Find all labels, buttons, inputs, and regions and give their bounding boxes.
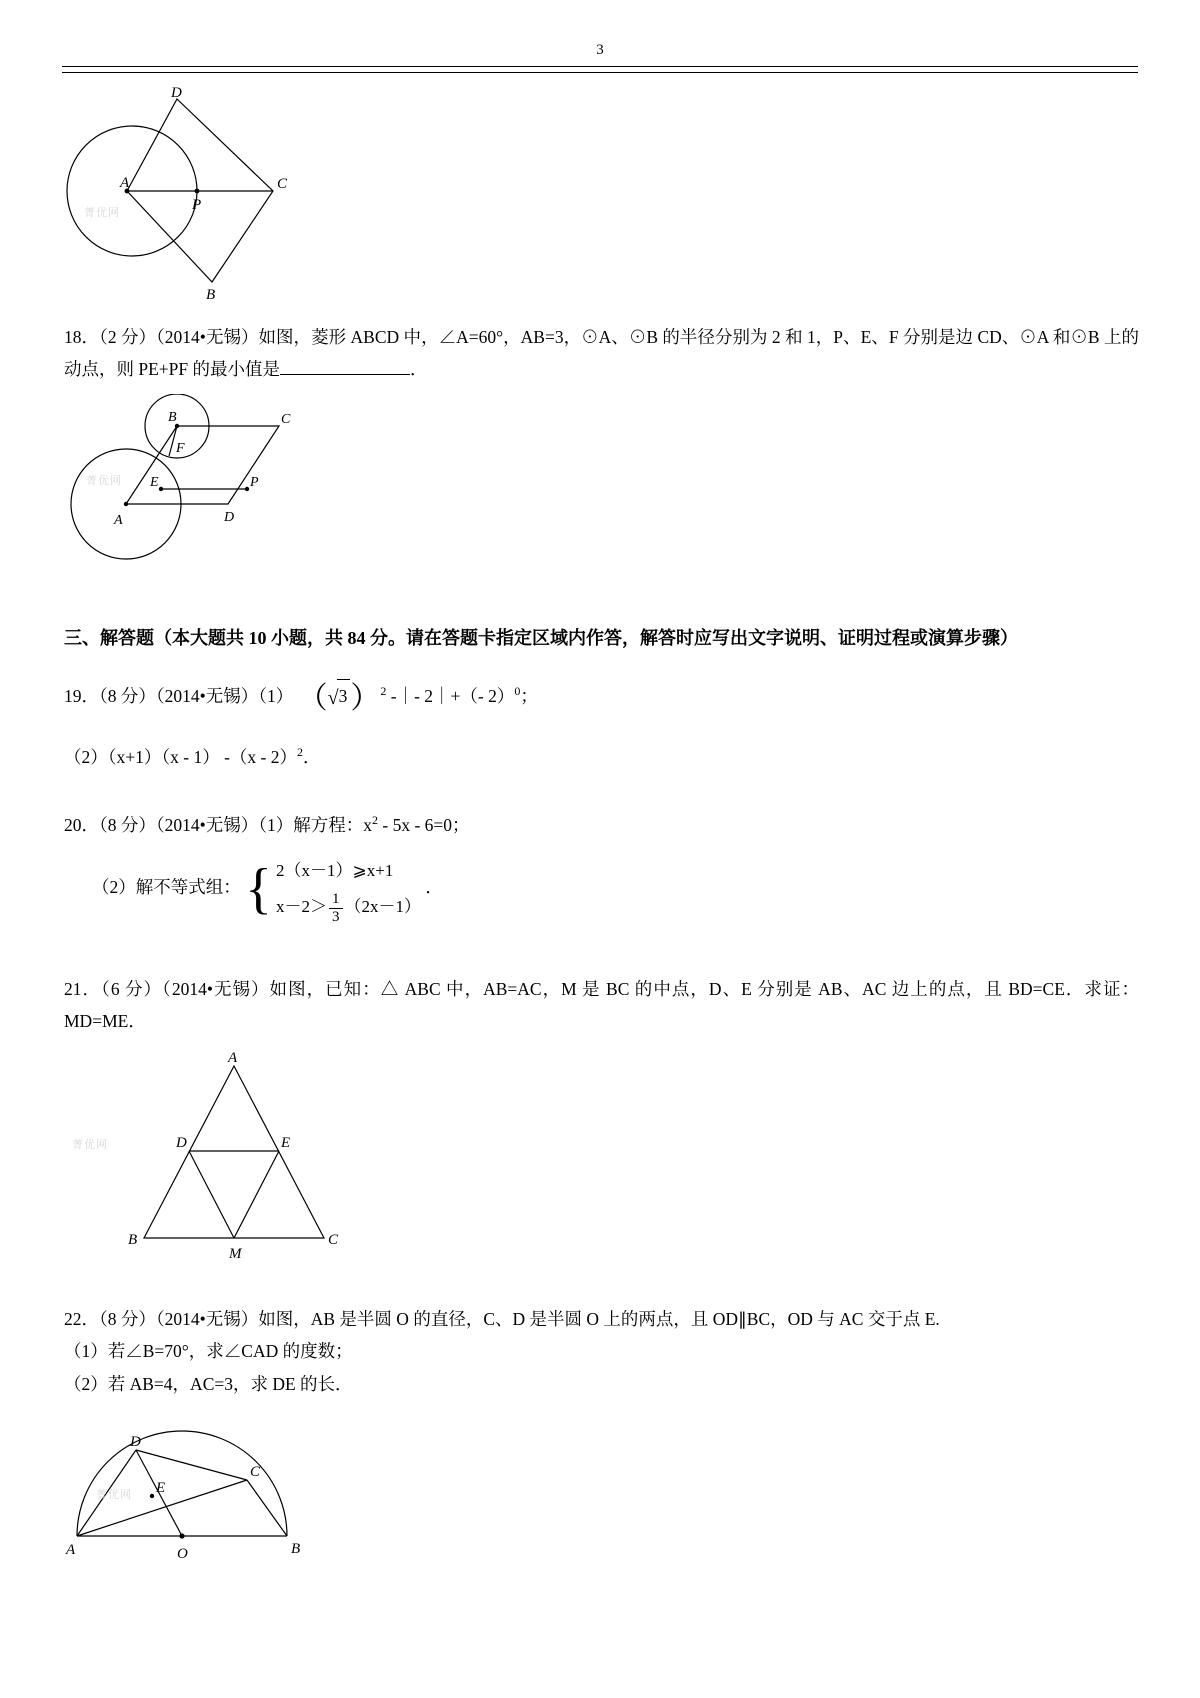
header-rule-bottom	[62, 72, 1138, 73]
question-21-text: 21．（6 分）（2014•无锡）如图，已知：△ ABC 中，AB=AC，M 是 BC 的中点，D、E 分别是 AB、AC 边上的点，且 BD=CE．求证：MD=ME．	[64, 979, 1139, 1032]
fraction-denominator: 3	[332, 908, 340, 925]
system-row-2-pre: x－2＞	[276, 896, 328, 916]
svg-text:D: D	[176, 1134, 187, 1151]
svg-text:F: F	[176, 440, 185, 456]
right-paren: ）	[350, 682, 381, 716]
question-20-lead: 20．（8 分）（2014•无锡）（1）解方程：x	[64, 814, 373, 835]
question-22-line-3: （2）若 AB=4，AC=3，求 DE 的长．	[64, 1373, 353, 1394]
inequality-system	[245, 853, 421, 925]
svg-text:D: D	[171, 85, 182, 101]
question-19-lead: 19．（8 分）（2014•无锡）（1）	[64, 686, 294, 707]
header-rule-top	[62, 66, 1138, 67]
question-20-part2-label: （2）解不等式组：	[92, 877, 241, 898]
system-rows	[276, 853, 421, 925]
question-19-tail: ；	[520, 686, 538, 707]
question-20	[64, 809, 1139, 925]
section-heading-3: 三、解答题（本大题共 10 小题，共 84 分。请在答题卡指定区域内作答，解答时应写出文字说明、证明过程或演算步骤）	[64, 627, 1018, 648]
question-19-part2: （2）（x+1）（x - 1） -（x - 2）	[64, 746, 297, 767]
watermark: 菁优网	[72, 1138, 108, 1151]
svg-text:B: B	[128, 1231, 138, 1248]
figure-17	[64, 84, 1139, 299]
left-paren: （	[297, 682, 328, 716]
svg-text:B: B	[168, 409, 177, 425]
fraction	[329, 891, 343, 925]
svg-text:A: A	[66, 1541, 76, 1558]
figure-22	[64, 1408, 1139, 1568]
question-20-tail: ．	[425, 877, 443, 898]
svg-text:M: M	[229, 1245, 242, 1262]
question-19-part2-tail: ．	[302, 746, 321, 767]
svg-text:C: C	[328, 1231, 339, 1248]
question-21	[64, 973, 1139, 1263]
fraction-numerator: 1	[329, 891, 343, 909]
exponent: 2	[296, 744, 303, 759]
question-19-line-2	[64, 741, 1139, 773]
svg-text:D: D	[130, 1433, 141, 1450]
brace-icon: {	[245, 858, 273, 921]
question-22	[64, 1303, 1139, 1568]
watermark: 菁优网	[84, 207, 120, 219]
svg-text:D: D	[224, 509, 235, 525]
question-20-lead-tail: - 5x - 6=0；	[378, 814, 470, 835]
question-18	[64, 321, 1139, 574]
watermark: 菁优网	[96, 1488, 132, 1501]
radical-sign-icon: √	[327, 687, 339, 710]
svg-text:P: P	[192, 197, 202, 213]
svg-text:P: P	[250, 474, 259, 490]
svg-text:A: A	[114, 512, 123, 528]
question-18-text	[64, 321, 1139, 386]
question-20-line-1	[64, 809, 1139, 841]
svg-text:E: E	[281, 1134, 291, 1151]
radicand: 3	[337, 679, 351, 712]
figure-21-drawing	[64, 1048, 404, 1263]
page-content	[64, 84, 1139, 1568]
question-22-line-1: 22．（8 分）（2014•无锡）如图，AB 是半圆 O 的直径，C、D 是半圆 O 上的两点，且 OD∥BC，OD 与 AC 交于点 E.	[64, 1308, 940, 1329]
system-row-2	[276, 889, 421, 925]
svg-text:B: B	[206, 287, 216, 299]
question-19-line-1	[64, 671, 1139, 727]
svg-text:C: C	[281, 411, 291, 427]
exponent: 2	[372, 813, 379, 828]
answer-blank	[280, 374, 410, 375]
svg-text:B: B	[291, 1540, 301, 1557]
page-number: 3	[596, 42, 604, 58]
system-row-1: 2（x－1）⩾x+1	[276, 861, 394, 881]
figure-21	[64, 1048, 1139, 1263]
figure-17-drawing	[64, 84, 394, 299]
svg-text:O: O	[177, 1545, 188, 1562]
question-18-body: 18．（2 分）（2014•无锡）如图，菱形 ABCD 中，∠A=60°，AB=3，⊙A、⊙B 的半径分别为 2 和 1，P、E、F 分别是边 CD、⊙A 和⊙B 上的动点，则 PE+PF 的最小值是	[64, 327, 1139, 380]
question-20-line-2	[64, 853, 1139, 925]
exponent-zero: 0	[514, 684, 521, 699]
svg-text:A: A	[228, 1049, 238, 1066]
svg-text:C: C	[277, 176, 288, 192]
svg-text:C: C	[250, 1463, 261, 1480]
system-row-2-post: （2x－1）	[344, 896, 422, 916]
question-18-tail: ．	[410, 359, 428, 380]
svg-text:E: E	[156, 1479, 166, 1496]
question-19-mid: -｜- 2｜+（- 2）	[390, 686, 515, 707]
question-19	[64, 671, 1139, 773]
figure-18	[64, 394, 1139, 574]
watermark: 菁优网	[86, 474, 122, 487]
question-22-line-2: （1）若∠B=70°，求∠CAD 的度数；	[64, 1341, 353, 1362]
svg-text:E: E	[150, 474, 159, 490]
exponent: 2	[380, 684, 387, 699]
svg-text:A: A	[120, 175, 130, 191]
